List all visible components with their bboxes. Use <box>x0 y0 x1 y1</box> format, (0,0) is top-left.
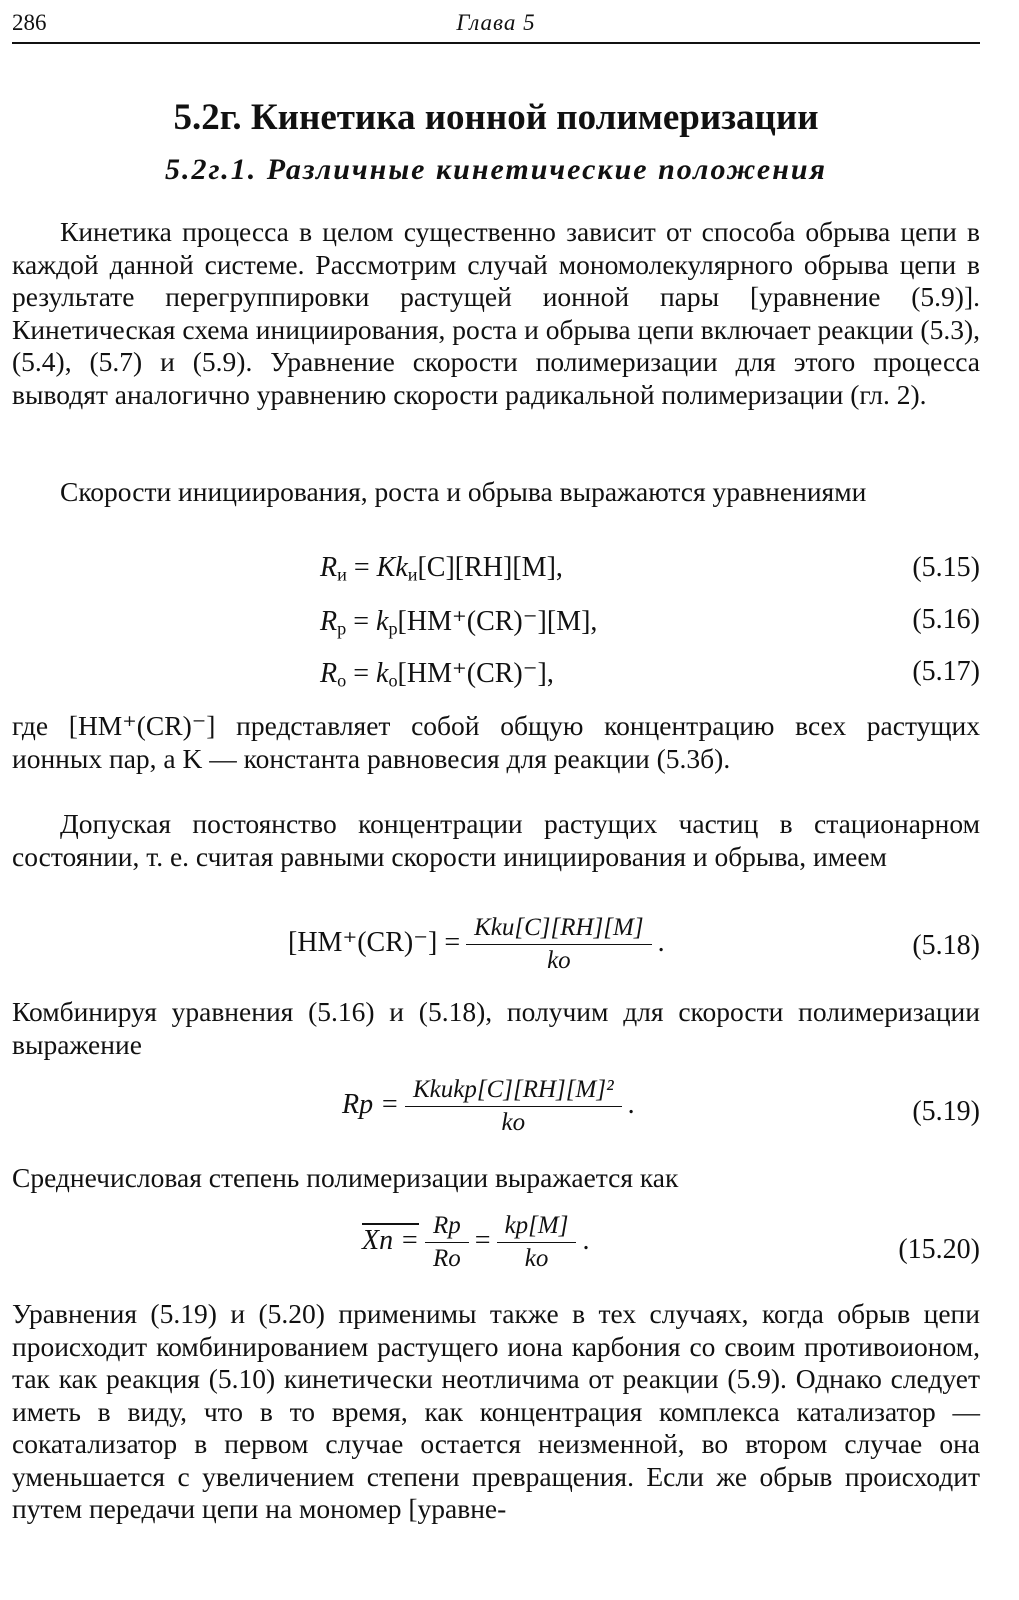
subsection-title: 5.2г.1. Различные кинетические положения <box>165 153 827 186</box>
paragraph-5: Комбинируя уравнения (5.16) и (5.18), получим для скорости полимеризации выражение <box>12 996 980 1060</box>
equation-number: (5.17) <box>912 656 980 687</box>
equation-5-19: Rр = $\frac{\text{Kkиkр[C][RH][M]²}}{kо}$ . (5.19) <box>342 1076 980 1136</box>
paragraph-7: Уравнения (5.19) и (5.20) применимы также в тех случаях, когда обрыв цепи происходит комбинированием растущего иона карбония со своим противоионом, так как реакция (5.10) кинетически неотличима от реакции (5.9). Однако следует иметь в виду, что в то время, как концентрация комплекса катализатор — сокатализатор в первом случае остается неизменной, во втором случае она уменьшается с увеличением степени превращения. Если же обрыв происходит путем передачи цепи на мономер [уравне- <box>12 1298 980 1524</box>
paragraph-6: Среднечисловая степень полимеризации выражается как <box>12 1162 679 1193</box>
equation-number: (5.19) <box>912 1096 980 1127</box>
running-head <box>12 10 980 44</box>
paragraph-3: где [HM⁺(CR)⁻] представляет собой общую концентрацию всех растущих ионных пар, а K — константа равновесия для реакции (5.3б). <box>12 710 980 774</box>
equation-5-16: $R_р = k_р[HM^+(CR)^-][M]$, (5.16) <box>320 604 980 639</box>
equation-number: (5.15) <box>912 552 980 583</box>
equation-number: (5.16) <box>912 604 980 635</box>
equation-number: (5.18) <box>912 930 980 961</box>
section-title: 5.2г. Кинетика ионной полимеризации <box>173 97 819 138</box>
equation-5-17: $R_о = k_о[HM^+(CR)^-]$, (5.17) <box>320 656 980 691</box>
equation-5-15: $R_и = Kk_и[C][RH][M]$, (5.15) <box>320 552 980 585</box>
paragraph-1: Кинетика процесса в целом существенно зависит от способа обрыва цепи в каждой данной системе. Рассмотрим случай мономолекулярного обрыва цепи в результате перегруппировки растущей ионной пары [уравнение (5.9)]. Кинетическая схема инициирования, роста и обрыва цепи включает реакции (5.3), (5.4), (5.7) и (5.9). Уравнение скорости полимеризации для этого процесса выводят аналогично уравнению скорости радикальной полимеризации (гл. 2). <box>12 216 980 410</box>
equation-5-18: [HM⁺(CR)⁻] = $\frac{\text{Kkи[C][RH][M]}}{kо}$ . (5.18) <box>288 914 980 974</box>
paragraph-2: Скорости инициирования, роста и обрыва выражаются уравнениями <box>60 476 867 507</box>
equation-5-20: Xn = $\frac{Rр}{Rо}$ = $\frac{kр[M]}{kо}$ . (15.20) <box>362 1212 980 1272</box>
equation-number: (15.20) <box>898 1234 980 1265</box>
chapter-title: Глава 5 <box>456 10 536 35</box>
paragraph-4: Допуская постоянство концентрации растущих частиц в стационарном состоянии, т. е. считая равными скорости инициирования и обрыва, имеем <box>12 808 980 872</box>
page-number: 286 <box>12 10 47 35</box>
